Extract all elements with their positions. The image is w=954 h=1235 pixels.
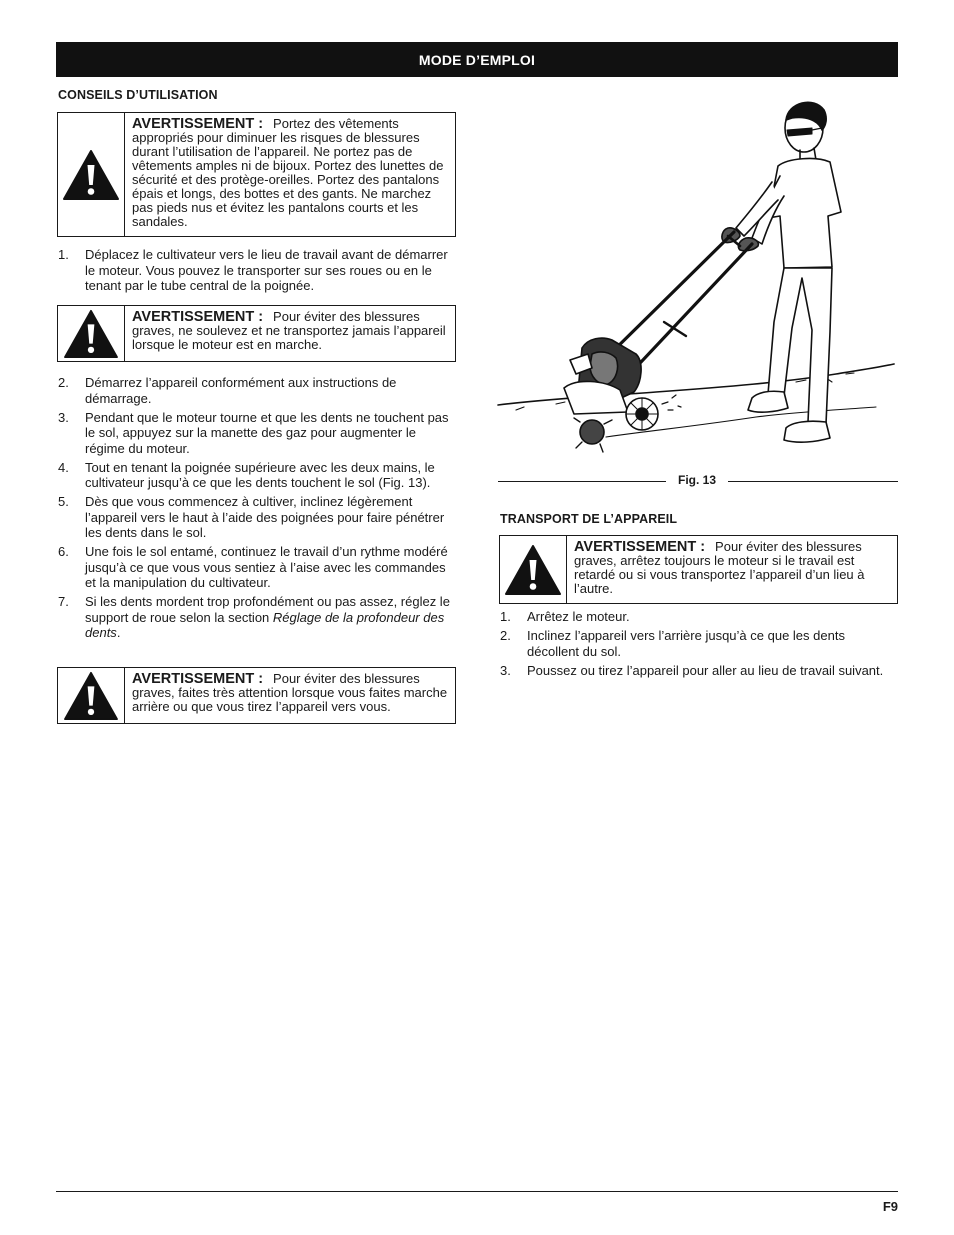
warning-label: AVERTISSEMENT : xyxy=(574,539,706,555)
step-number: 1. xyxy=(58,247,69,262)
step-text: Arrêtez le moteur. xyxy=(527,609,630,624)
warning-icon-cell xyxy=(500,536,567,603)
figure-rule-right xyxy=(728,481,898,482)
warning-label: AVERTISSEMENT : xyxy=(132,671,264,687)
list-item xyxy=(58,544,456,591)
step-number: 2. xyxy=(500,628,511,643)
figure-rule-left xyxy=(498,481,666,482)
warning-icon-cell xyxy=(58,668,125,723)
page-number: F9 xyxy=(882,1199,898,1214)
step-number: 1. xyxy=(500,609,511,624)
steps-list-transport xyxy=(500,609,898,682)
list-item xyxy=(58,594,456,641)
step-text-end: . xyxy=(116,625,121,640)
section-reference: Réglage de la profondeur des dents xyxy=(85,609,445,640)
list-item xyxy=(58,247,456,294)
steps-list-operation xyxy=(58,375,456,644)
section-title: MODE D’EMPLOI xyxy=(418,51,536,68)
section-header-bar xyxy=(56,42,898,77)
heading-conseils: CONSEILS D’UTILISATION xyxy=(58,88,218,102)
warning-text xyxy=(125,306,455,361)
warning-icon-cell xyxy=(58,113,125,236)
heading-transport: TRANSPORT DE L’APPAREIL xyxy=(500,512,678,526)
step-text-plain: Si les dents mordent trop profondément ou pas assez, réglez le support de roue selon la section xyxy=(85,594,450,625)
step-text: Une fois le sol entamé, continuez le travail d’un rythme modéré jusqu’à ce que vous vous sentiez à l’aise avec les commandes et la manipulation du cultivateur. xyxy=(85,544,448,590)
warning-body: Portez des vêtements appropriés pour diminuer les risques de blessures durant l’utilisation de l’appareil. Ne portez pas de vêtements amples ni de bijoux. Portez des lunettes de sécurité et des protège-oreilles. Portez des pantalons épais et longs, des bottes et des gants. Ne marchez pas pieds nus et évitez les pantalons courts et les sandales. xyxy=(132,116,444,229)
list-item xyxy=(500,628,898,659)
list-item xyxy=(58,494,456,541)
step-number: 7. xyxy=(58,594,69,609)
warning-box-clothing xyxy=(57,112,456,237)
warning-icon-cell xyxy=(58,306,125,361)
list-item xyxy=(500,609,898,625)
step-text: Dès que vous commencez à cultiver, inclinez légèrement l’appareil vers le haut à l’aide des poignées pour faire pénétrer les dents dans le sol. xyxy=(85,494,445,540)
warning-label: AVERTISSEMENT : xyxy=(132,116,264,132)
warning-text xyxy=(125,113,455,236)
warning-text xyxy=(567,536,897,603)
warning-box-lifting xyxy=(57,305,456,362)
warning-triangle-icon xyxy=(63,671,119,721)
step-text xyxy=(85,594,456,641)
list-item xyxy=(58,460,456,491)
step-text: Déplacez le cultivateur vers le lieu de travail avant de démarrer le moteur. Vous pouvez le transporter sur ses roues ou en le tenant par le tube central de la poignée. xyxy=(85,247,448,293)
step-number: 3. xyxy=(500,662,511,678)
warning-label: AVERTISSEMENT : xyxy=(132,309,264,325)
warning-triangle-icon xyxy=(63,309,119,359)
footer-rule xyxy=(56,1191,898,1192)
warning-body: Pour éviter des blessures graves, arrêtez toujours le moteur si le travail est retardé ou si vous transportez l’appareil d’un lieu à l’autre. xyxy=(574,539,865,596)
step-text: Tout en tenant la poignée supérieure avec les deux mains, le cultivateur jusqu’à ce que les dents touchent le sol (Fig. 13). xyxy=(85,459,435,490)
step-number: 3. xyxy=(58,409,69,425)
steps-list-intro xyxy=(58,247,456,297)
step-text: Inclinez l’appareil vers l’arrière jusqu’à ce que les dents décollent du sol. xyxy=(527,628,845,659)
step-text: Démarrez l’appareil conformément aux instructions de démarrage. xyxy=(85,375,397,406)
warning-box-transport xyxy=(499,535,898,604)
warning-body: Pour éviter des blessures graves, ne soulevez et ne transportez jamais l’appareil lorsque le moteur est en marche. xyxy=(132,309,446,352)
step-text: Poussez ou tirez l’appareil pour aller au lieu de travail suivant. xyxy=(527,662,884,678)
list-item xyxy=(58,375,456,406)
list-item xyxy=(58,410,456,457)
cultivator-operator-illustration xyxy=(496,92,896,462)
figure-caption: Fig. 13 xyxy=(677,473,716,487)
step-number: 2. xyxy=(58,375,69,390)
warning-body: Pour éviter des blessures graves, faites très attention lorsque vous faites marche arrière ou que vous tirez l’appareil vers vous. xyxy=(132,671,448,714)
step-number: 5. xyxy=(58,494,69,509)
warning-triangle-icon xyxy=(504,544,562,596)
step-text: Pendant que le moteur tourne et que les dents ne touchent pas le sol, appuyez sur la manette des gaz pour augmenter le régime du moteur. xyxy=(85,409,449,456)
warning-text xyxy=(125,668,455,723)
list-item xyxy=(500,663,898,679)
step-number: 4. xyxy=(58,459,69,475)
warning-box-reverse xyxy=(57,667,456,724)
step-number: 6. xyxy=(58,544,69,559)
warning-triangle-icon xyxy=(62,149,120,201)
